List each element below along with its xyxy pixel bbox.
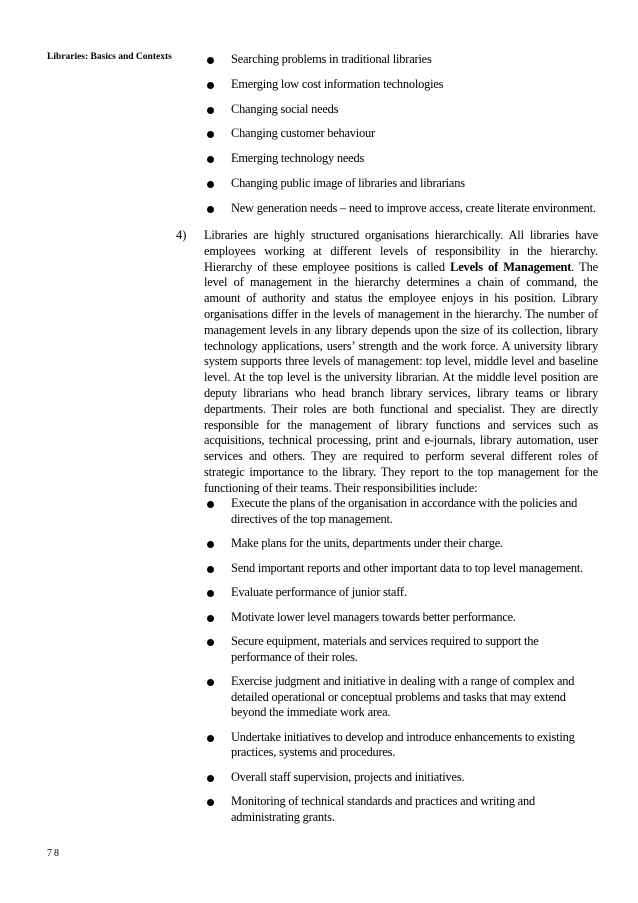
bullet-icon (207, 615, 214, 622)
list-item-text: Changing social needs (231, 101, 339, 116)
list-item (205, 77, 598, 93)
page-number: 78 (47, 848, 61, 859)
bullet-icon (207, 501, 214, 508)
bold-term: Levels of Management (450, 259, 572, 274)
list-item-text: Emerging technology needs (231, 151, 365, 166)
bullet-icon (207, 82, 214, 89)
list-item-text: Emerging low cost information technologies (231, 76, 444, 91)
list-item-text: Monitoring of technical standards and practices and writing and administrating grants. (231, 794, 535, 824)
list-item-text: Make plans for the units, departments under their charge. (231, 536, 503, 551)
paragraph-text-start: Libraries are highly structured organisations hierarchically. All libraries have employees working at different levels of responsibility in the hierarchy. Hierarchy of these employee positions is called (204, 228, 598, 274)
list-item-text: Searching problems in traditional libraries (231, 52, 432, 66)
bullet-icon (207, 799, 214, 806)
list-item-text: Motivate lower level managers towards better performance. (231, 609, 516, 624)
list-item-text: Exercise judgment and initiative in dealing with a range of complex and detailed operational or conceptual problems and tasks that may extend beyond the immediate work area. (231, 674, 575, 720)
list-item-text: New generation needs – need to improve access, create literate environment. (231, 200, 596, 215)
list-item (205, 176, 598, 192)
running-title: Libraries: Basics and Contexts (47, 52, 172, 62)
list-item (205, 102, 598, 118)
list-item (205, 585, 598, 601)
list-item-text: Changing public image of libraries and librarians (231, 175, 465, 190)
section-4-paragraph (204, 228, 598, 497)
list-item-text: Secure equipment, materials and services required to support the performance of their roles. (231, 634, 539, 664)
paragraph-text-end: . The level of management in the hierarchy determines a chain of command, the amount of authority and status the employee enjoys in his position. Library organisations differ in the levels of management in the hierarchy. The number of management levels in any library depends upon the size of its collection, library technology applications, users’ strength and the work force. A university library system supports three levels of management: top level, middle level and baseline level. At the top level is the university librarian. At the middle level position are deputy librarians who head branch library services, library teams or library departments. Their roles are both functional and specialist. They are directly responsible for the management of library functions and services such as acquisitions, technical processing, print and e-journals, library automation, user services and others. They are required to perform several different roles of strategic importance to the library. They report to the top management for the functioning of their teams. Their responsibilities include: (204, 259, 598, 495)
bullet-icon (207, 181, 214, 188)
section-number: 4) (176, 228, 187, 242)
reasons-list (205, 52, 598, 225)
bullet-icon (207, 566, 214, 573)
bullet-icon (207, 107, 214, 114)
list-item-text: Evaluate performance of junior staff. (231, 585, 407, 600)
list-item (205, 794, 598, 825)
responsibilities-list (205, 496, 598, 834)
list-item (205, 770, 598, 786)
bullet-icon (207, 206, 214, 213)
bullet-icon (207, 775, 214, 782)
list-item-text: Overall staff supervision, projects and initiatives. (231, 769, 465, 784)
bullet-icon (207, 679, 214, 686)
list-item (205, 151, 598, 167)
list-item (205, 610, 598, 626)
list-item (205, 52, 598, 68)
list-item-text: Undertake initiatives to develop and introduce enhancements to existing practices, systems and procedures. (231, 729, 575, 760)
bullet-icon (207, 131, 214, 138)
list-item (205, 674, 598, 721)
bullet-icon (207, 156, 214, 163)
bullet-icon (207, 541, 214, 548)
list-item-text: Execute the plans of the organisation in accordance with the policies and directives of the top management. (231, 496, 578, 526)
list-item (205, 634, 598, 665)
list-item (205, 536, 598, 552)
list-item (205, 126, 598, 142)
list-item-text: Changing customer behaviour (231, 126, 375, 141)
list-item (205, 730, 598, 761)
bullet-icon (207, 735, 214, 742)
list-item (205, 496, 598, 527)
bullet-icon (207, 590, 214, 597)
list-item-text: Send important reports and other important data to top level management. (231, 560, 584, 575)
list-item (205, 201, 598, 217)
bullet-icon (207, 57, 214, 64)
list-item (205, 561, 598, 577)
bullet-icon (207, 639, 214, 646)
